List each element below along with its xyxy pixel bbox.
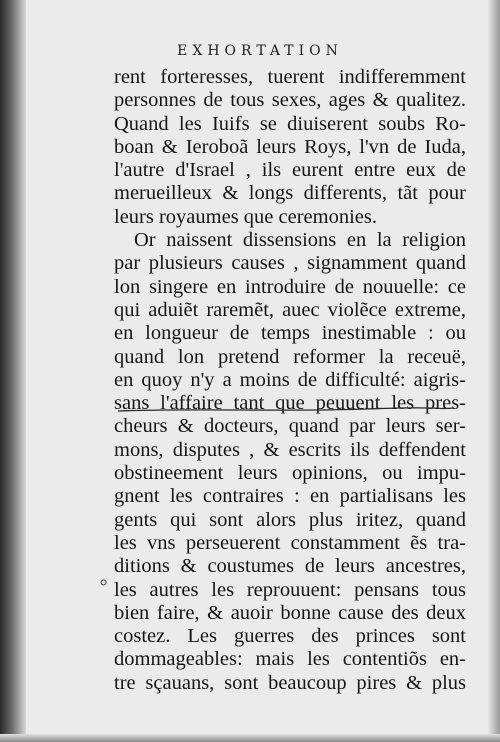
text-line: quand lon pretend reformer la receuë, xyxy=(114,345,466,368)
body-text xyxy=(114,66,466,695)
text-line: par plusieurs causes , signamment quand xyxy=(114,252,466,275)
text-line: boan & Ieroboã leurs Roys, l'vn de Iuda, xyxy=(114,135,466,158)
text-line: les vns perseuerent constamment ẽs tra- xyxy=(114,531,466,554)
handwritten-underline xyxy=(116,405,456,415)
text-line: Quand les Iuifs se diuiserent soubs Ro- xyxy=(114,112,466,135)
running-head: EXHORTATION xyxy=(177,43,343,59)
text-line: tre sçauans, sont beaucoup pires & plus xyxy=(114,671,466,694)
gutter-shadow xyxy=(0,0,26,742)
text-line: costez. Les guerres des princes sont xyxy=(114,625,466,648)
text-line: gents qui sont alors plus iritez, quand xyxy=(114,508,466,531)
text-line: en quoy n'y a moins de difficulté: aigris- xyxy=(114,368,466,391)
page-bottom-edge xyxy=(0,734,500,742)
text-line: lon singere en introduire de nouuelle: ce xyxy=(114,275,466,298)
text-line: personnes de tous sexes, ages & qualitez. xyxy=(114,89,466,112)
text-line: sans l'affaire tant que peuuent les pres- xyxy=(114,392,466,415)
text-line: en longueur de temps inestimable : ou xyxy=(114,322,466,345)
page-edge xyxy=(488,0,500,742)
text-line: gnent les contraires : en partialisans les xyxy=(114,485,466,508)
text-line: rent forteresses, tuerent indifferemment xyxy=(114,66,466,88)
text-line: bien faire, & auoir bonne cause des deux xyxy=(114,601,466,624)
text-line: merueilleux & longs differents, tãt pour xyxy=(114,182,466,205)
margin-mark: ⸰ xyxy=(99,575,109,592)
text-line: ditions & coustumes de leurs ancestres, xyxy=(114,555,466,578)
text-line: cheurs & docteurs, quand par leurs ser- xyxy=(114,415,466,438)
text-line: dommageables: mais les contentiõs en- xyxy=(114,648,466,671)
paragraph-start-line: Or naissent dissensions en la religion xyxy=(134,229,466,252)
text-line: leurs royaumes que ceremonies. xyxy=(114,205,377,228)
text-line: obstineement leurs opinions, ou impu- xyxy=(114,462,466,485)
text-line: les autres les reprouuent: pensans tous xyxy=(114,578,466,601)
text-line: qui aduiẽt raremẽt, auec violẽce extreme, xyxy=(114,298,466,321)
text-line: mons, disputes , & escrits ils deffendent xyxy=(114,438,466,461)
text-line: l'autre d'Israel , ils eurent entre eux de xyxy=(114,159,466,182)
